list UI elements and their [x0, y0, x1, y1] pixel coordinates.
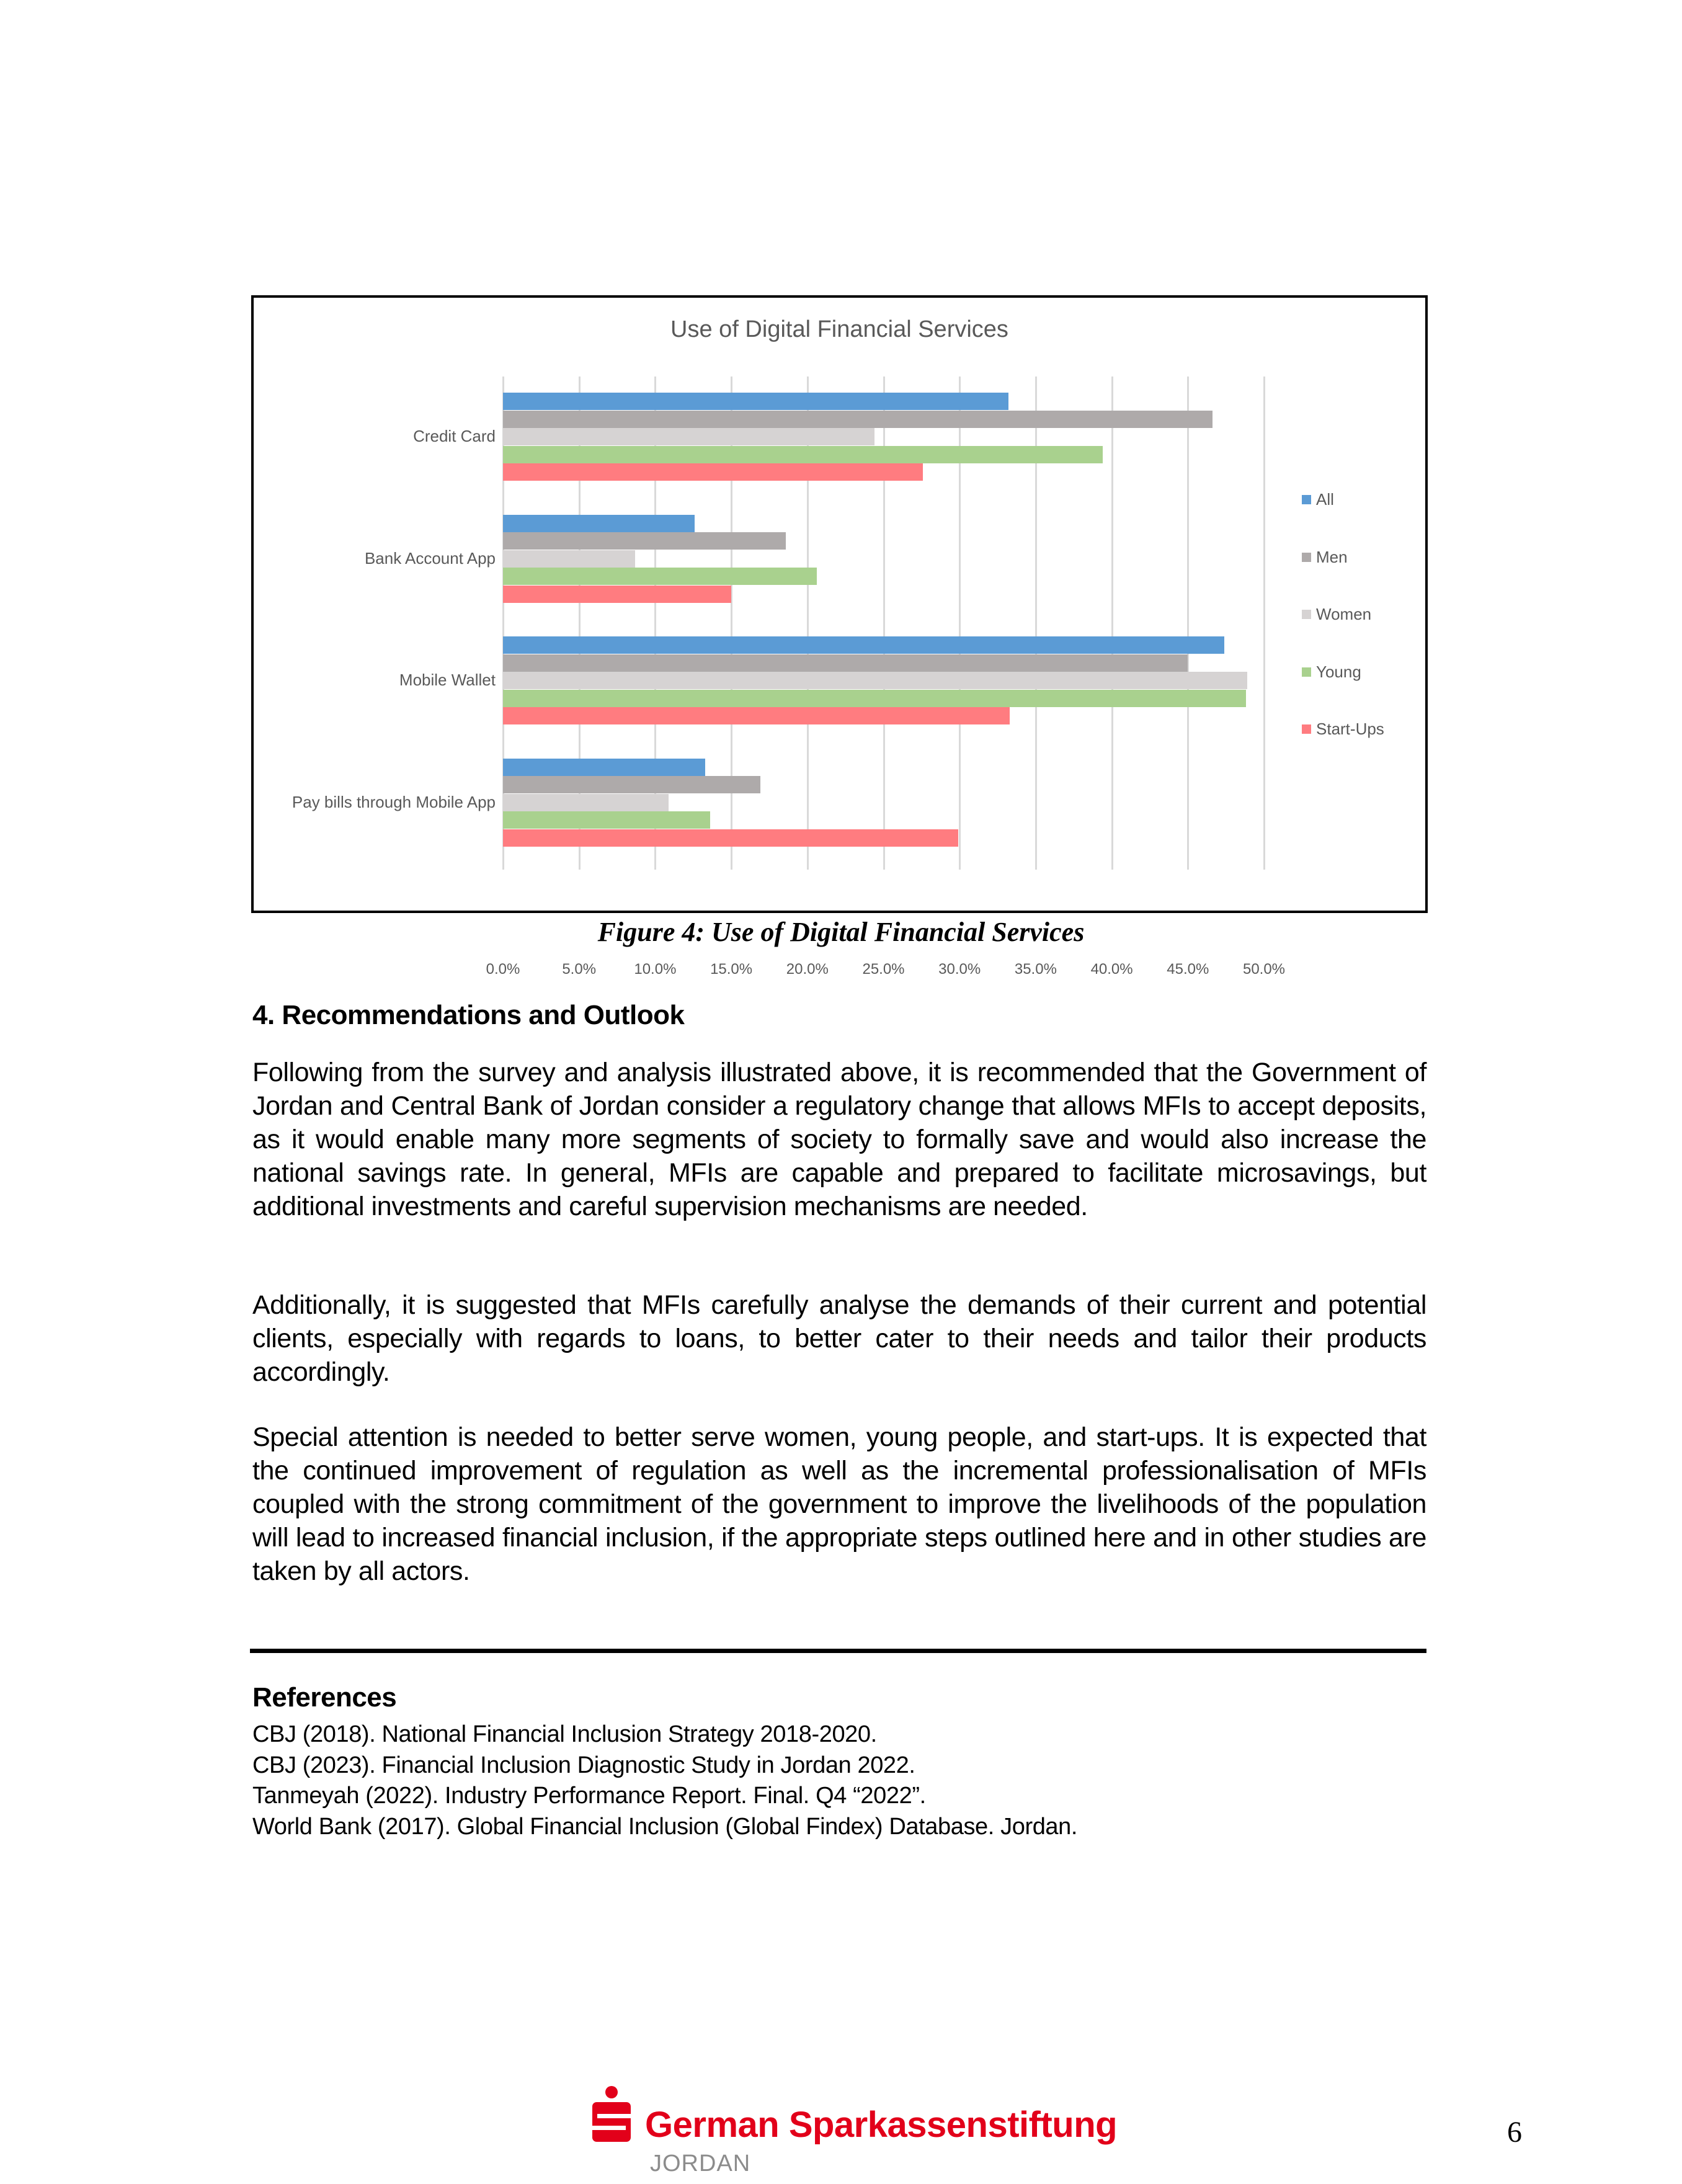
reference-item: CBJ (2018). National Financial Inclusion Strategy 2018-2020.	[252, 1721, 877, 1747]
legend-swatch-icon	[1302, 667, 1311, 677]
bar-young	[503, 568, 817, 585]
bar-start-ups	[503, 463, 923, 481]
legend-swatch-icon	[1302, 610, 1311, 619]
gridline	[1111, 377, 1113, 870]
paragraph-recommendation: Following from the survey and analysis illustrated above, it is recommended that the Government of Jordan and Central Bank of Jordan consider a regulatory change that allows MFIs to accept deposits, as it would enable many more segments of society to formally save and would also increase the national savings rate. In general, MFIs are capable and prepared to facilitate microsavings, but additional investments and careful supervision mechanisms are needed.	[252, 1058, 1426, 1221]
legend-swatch-icon	[1302, 724, 1311, 734]
bar-men	[503, 776, 760, 793]
references-heading: References	[252, 1682, 397, 1713]
bar-women	[503, 428, 874, 445]
bar-women	[503, 794, 669, 811]
category-label: Credit Card	[413, 427, 496, 445]
legend-label: All	[1316, 490, 1334, 509]
legend-swatch-icon	[1302, 553, 1311, 562]
legend-label: Women	[1316, 605, 1372, 623]
bar-men	[503, 654, 1188, 672]
x-tick-label: 30.0%	[938, 961, 981, 978]
x-tick-label: 0.0%	[486, 961, 520, 978]
paragraph-special-attention: Special attention is needed to better serve women, young people, and start-ups. It is expected that the continued improvement of regulation as well as the incremental professionalisation of MFIs coupled with the strong commitment of the government to improve the livelihoods of the population will lead to increased financial inclusion, if the appropriate steps outlined here and in other studies are taken by all actors.	[252, 1422, 1426, 1586]
legend-item	[1302, 662, 1361, 682]
bar-women	[503, 550, 635, 568]
reference-item: CBJ (2023). Financial Inclusion Diagnostic Study in Jordan 2022.	[252, 1752, 915, 1778]
legend-item	[1302, 720, 1384, 739]
x-tick-label: 10.0%	[634, 961, 677, 978]
paragraph-client-demands: Additionally, it is suggested that MFIs carefully analyse the demands of their current and potential clients, especially with regards to loans, to better cater to their needs and tailor their products accordingly.	[252, 1290, 1426, 1387]
category-label: Mobile Wallet	[399, 671, 496, 689]
legend-label: Men	[1316, 547, 1348, 566]
x-tick-label: 45.0%	[1167, 961, 1209, 978]
bar-all	[503, 759, 705, 776]
reference-item: World Bank (2017). Global Financial Inclusion (Global Findex) Database. Jordan.	[252, 1813, 1078, 1840]
x-tick-label: 25.0%	[862, 961, 905, 978]
chart-title: Use of Digital Financial Services	[670, 316, 1008, 342]
bar-men	[503, 411, 1213, 428]
bar-start-ups	[503, 829, 958, 847]
category-label: Pay bills through Mobile App	[291, 792, 496, 811]
x-tick-label: 5.0%	[562, 961, 597, 978]
x-tick-label: 20.0%	[786, 961, 829, 978]
x-tick-label: 40.0%	[1090, 961, 1133, 978]
figure-caption: Figure 4: Use of Digital Financial Services	[597, 917, 1085, 947]
category-label: Bank Account App	[364, 548, 496, 568]
x-tick-label: 15.0%	[710, 961, 753, 978]
legend-label: Young	[1316, 662, 1361, 681]
x-tick-label: 35.0%	[1014, 961, 1057, 978]
section-divider	[250, 1649, 1426, 1653]
bar-start-ups	[503, 707, 1010, 724]
bar-all	[503, 636, 1224, 654]
legend-item	[1302, 548, 1348, 567]
bar-all	[503, 515, 695, 532]
bar-young	[503, 446, 1103, 463]
logo-text: German Sparkassenstiftung	[645, 2105, 1118, 2145]
page-number: 6	[1507, 2116, 1522, 2149]
gridline	[1187, 377, 1189, 870]
gridline	[1263, 377, 1265, 870]
bar-start-ups	[503, 586, 731, 603]
section-heading: 4. Recommendations and Outlook	[252, 1000, 685, 1030]
legend-item	[1302, 605, 1371, 624]
x-tick-label: 50.0%	[1242, 961, 1286, 978]
bar-young	[503, 690, 1246, 707]
bar-young	[503, 811, 710, 829]
sparkasse-s-icon	[592, 2086, 631, 2142]
legend-swatch-icon	[1302, 495, 1311, 504]
bar-women	[503, 672, 1247, 689]
bar-men	[503, 532, 786, 550]
logo-subtext: JORDAN	[650, 2151, 751, 2177]
references-list	[252, 1719, 1077, 1842]
reference-item: Tanmeyah (2022). Industry Performance Report. Final. Q4 “2022”.	[252, 1783, 926, 1809]
legend-label: Start-Ups	[1316, 720, 1384, 738]
legend-item	[1302, 490, 1334, 509]
bar-all	[503, 393, 1008, 410]
